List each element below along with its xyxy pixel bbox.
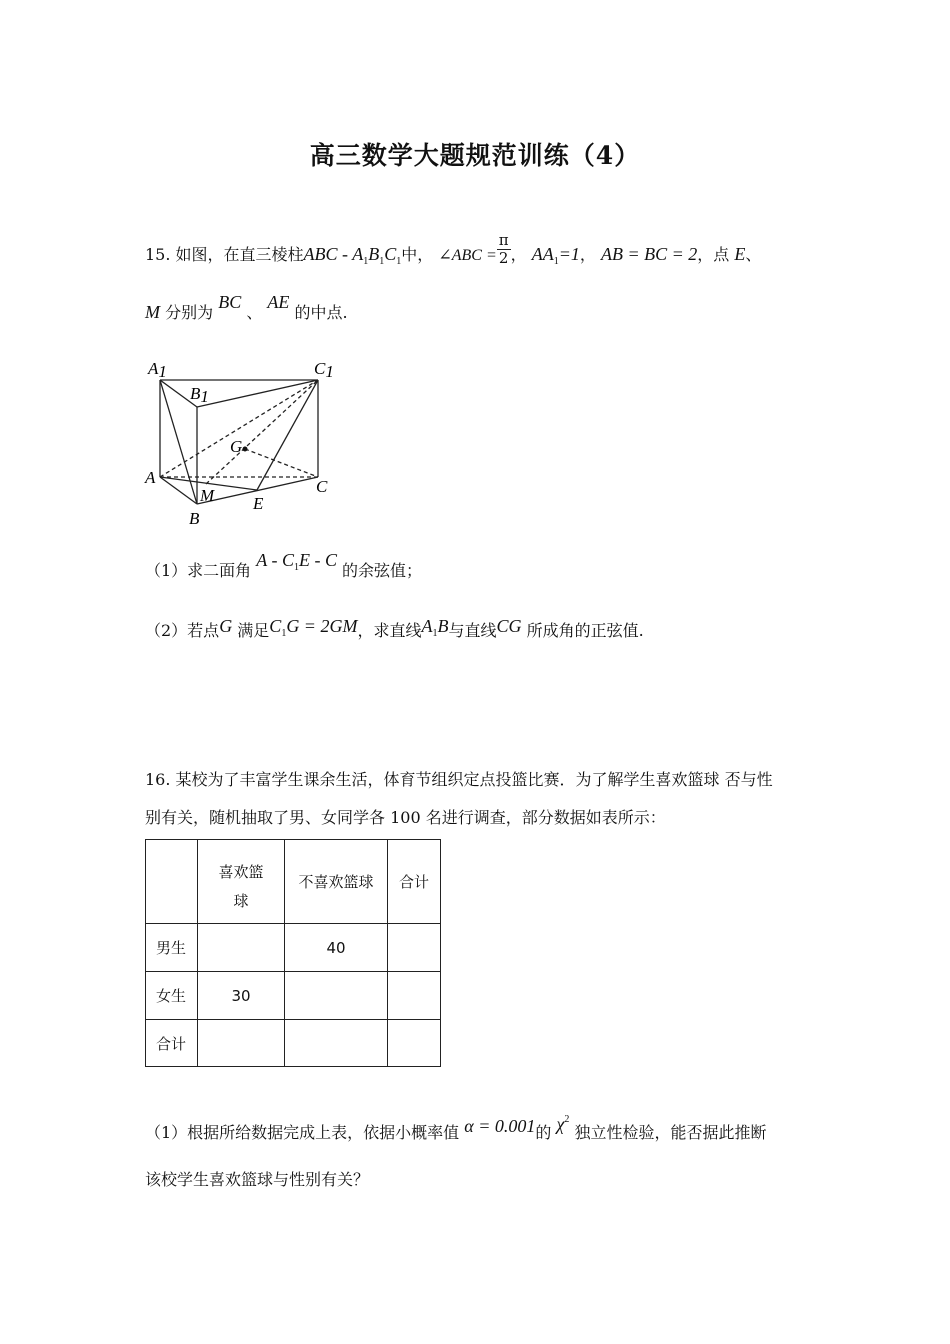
edge-B1C1 xyxy=(197,380,318,407)
table-header-like: 喜欢篮 球 xyxy=(198,840,285,924)
q15-E: E xyxy=(734,244,746,264)
q15-G: G xyxy=(219,616,233,636)
q15-part2: （2）若点G 满足$C_1G = 2GM$，求直线$A_1B$与直线CG 所成角的正弦值. xyxy=(145,616,644,640)
table-cell xyxy=(388,972,441,1020)
row-label-total: 合计 xyxy=(146,1020,198,1067)
q15-intro: 15. 如图，在直三棱柱 xyxy=(145,245,304,264)
q15-line1: 15. 如图，在直三棱柱ABC - $A_1B_1C_1$中， ∠ABC = $\frac{\pi}{2}$ ， $AA_1=1$， AB = BC = 2，点 E、 xyxy=(145,231,762,267)
label-G: G xyxy=(230,437,243,456)
table-cell: 40 xyxy=(285,924,388,972)
q15-dihedral: A - $C_1E$ - C xyxy=(256,550,337,573)
row-label-male: 男生 xyxy=(146,924,198,972)
table-cell xyxy=(198,1020,285,1067)
q15-BC: BC xyxy=(218,292,242,312)
table-row xyxy=(146,972,441,1020)
q16-line1: 16. 某校为了丰富学生课余生活，体育节组织定点投篮比赛．为了解学生喜欢篮球 否与性 xyxy=(145,770,773,789)
label-B: B xyxy=(189,509,200,528)
page-title: 高三数学大题规范训练（4） xyxy=(309,141,641,170)
label-A: A xyxy=(145,468,156,487)
q16-line2: 别有关，随机抽取了男、女同学各 100 名进行调查，部分数据如表所示： xyxy=(145,808,666,827)
q15-a1b: $A_1B$ xyxy=(421,616,449,639)
label-C: C xyxy=(316,477,328,496)
label-A1: A1 xyxy=(148,359,167,381)
q15-CG: CG xyxy=(496,616,522,636)
label-M: M xyxy=(200,486,215,505)
survey-table xyxy=(145,839,441,1067)
q15-prism: ABC - $A_1B_1C_1$ xyxy=(303,244,402,267)
point-G xyxy=(243,447,248,452)
q16-part1: （1）根据所给数据完成上表，依据小概率值 α = 0.001的 $\chi^2$ 独立性检验，能否据此推断 xyxy=(145,1114,767,1142)
table-cell xyxy=(285,972,388,1020)
q15-ab-bc: AB = BC = 2 xyxy=(601,244,698,264)
edge-AC1-dashed xyxy=(160,380,318,477)
label-B1: B1 xyxy=(190,384,209,406)
edge-MC1-dashed xyxy=(206,380,318,484)
table-cell xyxy=(388,1020,441,1067)
q15-line2: M 分别为 BC 、 AE 的中点. xyxy=(145,292,348,322)
row-label-female: 女生 xyxy=(146,972,198,1020)
table-row xyxy=(146,924,441,972)
table-cell xyxy=(388,924,441,972)
q15-angle: ∠ABC = xyxy=(438,247,497,264)
q15-aa1: $AA_1=1$ xyxy=(531,244,580,267)
table-row xyxy=(146,1020,441,1067)
table-header-row xyxy=(146,840,441,924)
prism-figure xyxy=(140,352,340,532)
table-cell: 30 xyxy=(198,972,285,1020)
q15-M: M xyxy=(145,302,160,322)
q15-AE: AE xyxy=(267,292,290,312)
table-header-total: 合计 xyxy=(388,840,441,924)
q15-c1g: $C_1G = 2GM$ xyxy=(269,616,358,639)
q16-chi-square: $\chi^2$ xyxy=(556,1114,570,1134)
q16-alpha: α = 0.001 xyxy=(464,1116,536,1136)
table-header-dislike: 不喜欢篮球 xyxy=(285,840,388,924)
q16-part1-line2: 该校学生喜欢篮球与性别有关？ xyxy=(145,1170,370,1189)
label-E: E xyxy=(253,494,264,513)
q15-part1: （1）求二面角 A - $C_1E$ - C 的余弦值； xyxy=(145,550,423,580)
table-cell xyxy=(198,924,285,972)
edge-GC-dashed xyxy=(245,449,318,477)
q15-pi-over-2: $\frac{\pi}{2}$ xyxy=(498,231,509,267)
label-C1: C1 xyxy=(314,359,334,381)
table-cell xyxy=(285,1020,388,1067)
edge-EC1 xyxy=(257,380,318,490)
table-cell xyxy=(146,840,198,924)
